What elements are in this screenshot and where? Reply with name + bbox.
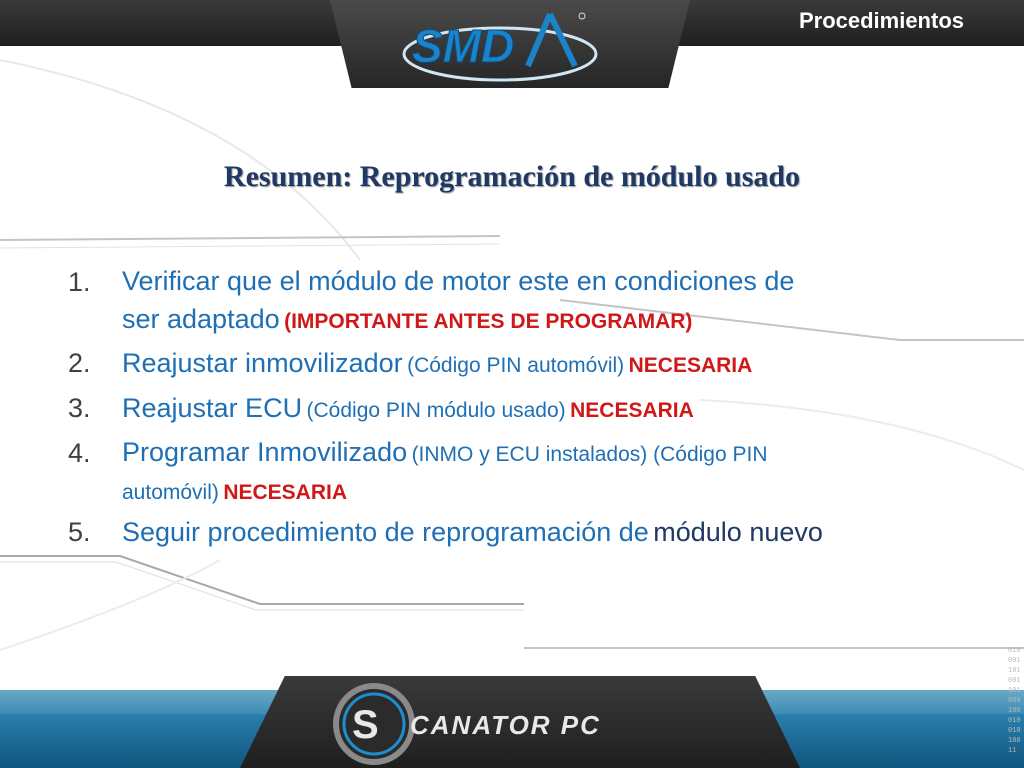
- step-number: 1.: [68, 267, 91, 297]
- smda-logo: [400, 4, 610, 84]
- step-line: [122, 433, 968, 476]
- step-item: [68, 512, 968, 557]
- section-title: Procedimientos: [798, 8, 964, 33]
- svg-text:S: S: [352, 703, 379, 747]
- step-note: (Código PIN módulo usado): [306, 399, 566, 422]
- binary-decoration: 01000110100110100010001001010011: [1008, 647, 1021, 755]
- step-item: [68, 343, 968, 388]
- step-item: [68, 388, 968, 433]
- step-number: 3.: [68, 393, 91, 423]
- step-number: 4.: [68, 438, 91, 468]
- step-emphasis: módulo nuevo: [653, 517, 823, 547]
- step-text-continued: [122, 300, 968, 343]
- step-note: (INMO y ECU instalados) (Código PIN: [411, 443, 768, 466]
- step-number: 2.: [68, 348, 91, 378]
- procedure-steps-list: [68, 262, 968, 557]
- step-text: Reajustar inmovilizador: [122, 348, 403, 378]
- step-text: Verificar que el módulo de motor este en condiciones de: [122, 266, 795, 296]
- slide-title: Resumen: Reprogramación de módulo usado: [223, 160, 801, 193]
- step-text: Reajustar ECU: [122, 393, 303, 423]
- svg-text:CANATOR PC: CANATOR PC: [410, 710, 601, 740]
- step-note: (Código PIN automóvil): [407, 354, 625, 377]
- step-line: [122, 476, 968, 512]
- step-item: [68, 262, 968, 343]
- step-item: [68, 433, 968, 512]
- important-note: (IMPORTANTE ANTES DE PROGRAMAR): [284, 310, 693, 333]
- required-badge: NECESARIA: [628, 354, 753, 377]
- step-text: Seguir procedimiento de reprogramación de: [122, 517, 649, 547]
- step-number: 5.: [68, 517, 91, 547]
- step-text: ser adaptado: [122, 304, 280, 334]
- required-badge: NECESARIA: [223, 481, 348, 504]
- svg-text:SMD: SMD: [412, 20, 515, 72]
- step-note-continued: automóvil): [122, 481, 219, 504]
- required-badge: NECESARIA: [570, 399, 694, 422]
- step-text: Programar Inmovilizado: [122, 437, 408, 467]
- scanator-pc-logo: [330, 680, 700, 766]
